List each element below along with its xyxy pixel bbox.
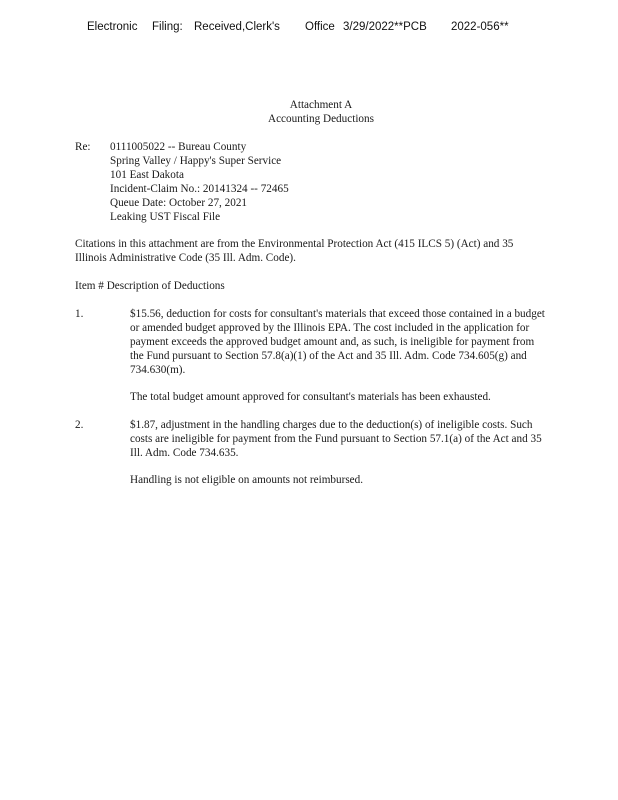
re-block (110, 140, 289, 224)
item-number: 1. (75, 308, 84, 320)
item-note: The total budget amount approved for consultant's materials has been exhausted. (130, 391, 491, 403)
re-label: Re: (75, 141, 91, 153)
document-subtitle: Accounting Deductions (268, 113, 374, 125)
stamp-filing: Filing: (152, 21, 183, 33)
re-line-fiscal-file: Leaking UST Fiscal File (110, 211, 221, 223)
re-line-site-id: 0111005022 -- Bureau County (110, 141, 247, 153)
stamp-electronic: Electronic (87, 21, 138, 33)
item-header: Item # Description of Deductions (75, 280, 225, 292)
re-line-incident-claim: Incident-Claim No.: 20141324 -- 72465 (110, 183, 289, 195)
item-note: Handling is not eligible on amounts not reimbursed. (130, 474, 364, 486)
item-number: 2. (75, 419, 84, 431)
citations-paragraph: Citations in this attachment are from the Environmental Protection Act (415 ILCS 5) (Act) and 35 Illinois Administrative Code (35 Ill. Adm. Code). (75, 238, 514, 264)
re-line-address: 101 East Dakota (110, 169, 184, 181)
stamp-received: Received,Clerk's (194, 21, 280, 33)
stamp-date: 3/29/2022**PCB (343, 21, 427, 33)
re-line-queue-date: Queue Date: October 27, 2021 (110, 197, 248, 209)
re-line-site-name: Spring Valley / Happy's Super Service (110, 155, 282, 167)
stamp-number: 2022-056** (451, 21, 509, 33)
item-paragraph: $1.87, adjustment in the handling charges due to the deduction(s) of ineligible costs. Such costs are ineligible for payment from the Fund pursuant to Section 57.1(a) of the Act and 35 Ill. Adm. Code 734.635. (130, 419, 542, 459)
item-paragraph: $15.56, deduction for costs for consultant's materials that exceed those contained in a budget or amended budget approved by the Illinois EPA. The cost included in the application for payment exceeds the approved budget amount and, as such, is ineligible for payment from the Fund pursuant to Section 57.8(a)(1) of the Act and 35 Ill. Adm. Code 734.605(g) and 734.630(m). (130, 308, 545, 376)
document-title: Attachment A (289, 99, 353, 111)
stamp-office: Office (305, 21, 335, 33)
